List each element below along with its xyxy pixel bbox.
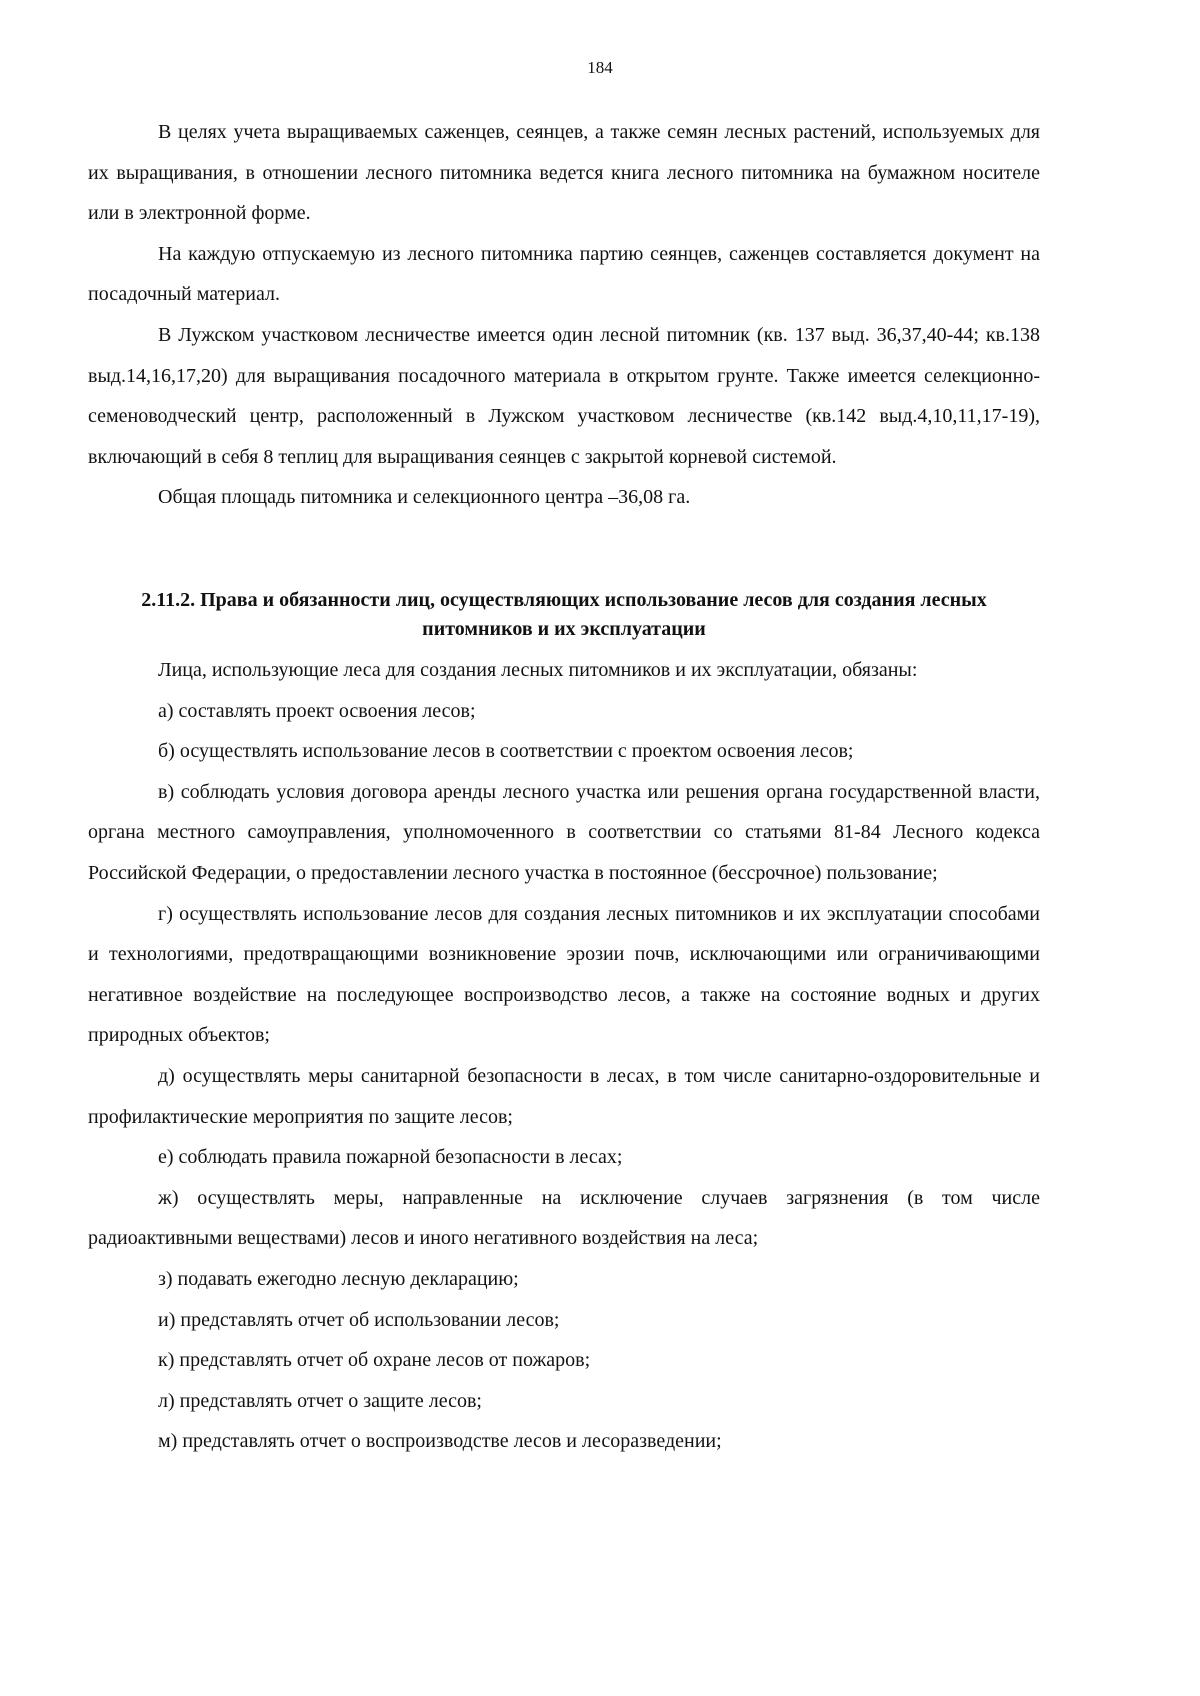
page-number: 184 [587,58,613,77]
paragraph: В целях учета выращиваемых саженцев, сеянцев, а также семян лесных растений, используемых для их выращивания, в отношении лесного питомника ведется книга лесного питомника на бумажном носителе или в электронной форме. [88,121,1040,225]
list-item: д) осуществлять меры санитарной безопасности в лесах, в том числе санитарно-оздоровительные и профилактические мероприятия по защите лесов; [88,1064,1040,1128]
body-text-top [88,112,1040,518]
paragraph: На каждую отпускаемую из лесного питомника партию сеянцев, саженцев составляется документ на посадочный материал. [88,242,1040,306]
list-item: г) осуществлять использование лесов для создания лесных питомников и их эксплуатации способами и технологиями, предотвращающими возникновение эрозии почв, исключающими или ограничивающими негативное воздействие на последующее воспроизводство лесов, а также на состояние водных и других природных объектов; [88,902,1040,1047]
list-item: м) представлять отчет о воспроизводстве лесов и лесоразведении; [158,1430,722,1453]
list-item: е) соблюдать правила пожарной безопасности в лесах; [158,1146,623,1169]
paragraph: Лица, использующие леса для создания лесных питомников и их эксплуатации, обязаны: [158,659,918,681]
list-item: а) составлять проект освоения лесов; [158,699,476,722]
body-text-bottom [88,650,1040,1462]
paragraph: Общая площадь питомника и селекционного центра –36,08 га. [158,486,691,509]
list-item: з) подавать ежегодно лесную декларацию; [158,1267,519,1290]
section-heading: 2.11.2. Права и обязанности лиц, осуществляющих использование лесов для создания лесных питомников и их эксплуатации [141,589,987,640]
list-item: б) осуществлять использование лесов в соответствии с проектом освоения лесов; [158,740,854,763]
list-item: и) представлять отчет об использовании лесов; [158,1308,560,1331]
list-item: в) соблюдать условия договора аренды лесного участка или решения органа государственной власти, органа местного самоуправления, уполномоченного в соответствии со статьями 81-84 Лесного кодекса Российской Федерации, о предоставлении лесного участка в постоянное (бессрочное) пользование; [88,780,1040,884]
list-item: л) представлять отчет о защите лесов; [158,1389,482,1412]
paragraph: В Лужском участковом лесничестве имеется один лесной питомник (кв. 137 выд. 36,37,40-44; кв.138 выд.14,16,17,20) для выращивания посадочного материала в открытом грунте. Также имеется селекционно-семеноводческий центр, расположенный в Лужском участковом лесничестве (кв.142 выд.4,10,11,17-19), включающий в себя 8 теплиц для выращивания сеянцев с закрытой корневой системой. [88,323,1040,468]
list-item: ж) осуществлять меры, направленные на исключение случаев загрязнения (в том числе радиоактивными веществами) лесов и иного негативного воздействия на леса; [88,1186,1040,1250]
list-item: к) представлять отчет об охране лесов от пожаров; [158,1349,591,1372]
